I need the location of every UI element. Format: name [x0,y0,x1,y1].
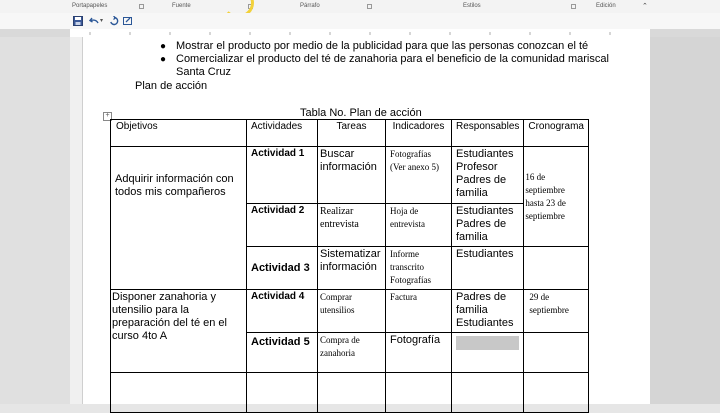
vertical-ruler[interactable] [70,37,83,404]
collapse-ribbon-icon[interactable]: ⌃ [642,3,648,10]
responsables-cell[interactable]: Padres de familia Estudiantes [452,290,524,333]
ribbon-group-styles: Estilos [463,3,481,9]
bullet-line-1[interactable]: Mostrar el producto por medio de la publicidad para que las personas conozcan el té [176,40,589,52]
objective-cell-1[interactable]: Adquirir información con todos mis compañeros [111,147,247,290]
ribbon-group-editing: Edición [596,3,616,9]
actividad-cell[interactable]: Actividad 3 [247,247,318,290]
table-row [111,290,589,333]
responsables-cell[interactable]: Estudiantes [452,247,524,290]
table-row [111,147,589,204]
selection-highlight [456,336,519,350]
table-caption[interactable]: Tabla No. Plan de acción [300,107,422,119]
empty-cell[interactable] [386,373,452,413]
empty-cell[interactable] [452,373,524,413]
left-margin-area [0,37,70,404]
tarea-cell[interactable]: Compra de zanahoria [318,333,386,373]
indicador-cell[interactable]: Informe transcrito Fotografías [386,247,452,290]
ribbon-group-clipboard: Portapapeles [72,3,108,9]
table-header-row [111,120,589,147]
section-label[interactable]: Plan de acción [135,80,208,92]
save-icon[interactable] [72,15,84,27]
cronograma-empty-cell[interactable] [524,247,589,290]
bullet-line-3[interactable]: Santa Cruz [176,66,232,78]
paragraph-launcher-icon[interactable] [367,4,372,9]
undo-dropdown-icon[interactable]: ▾ [100,18,104,24]
header-objetivos: Objetivos [111,120,247,147]
responsables-cell[interactable] [452,333,524,373]
header-indicadores: Indicadores [386,120,452,147]
cronograma-cell-1[interactable]: 16 de septiembre hasta 23 de septiembre [524,147,589,247]
actividad-cell[interactable]: Actividad 4 [247,290,318,333]
empty-cell[interactable] [111,373,247,413]
empty-cell[interactable] [247,373,318,413]
cronograma-cell-2[interactable]: 29 de septiembre [524,290,589,333]
bullet-icon: ● [160,54,167,65]
header-responsables: Responsables [452,120,524,147]
tarea-cell[interactable]: Buscar información [318,147,386,204]
header-cronograma: Cronograma [524,120,589,147]
table-move-handle-icon[interactable]: + [103,112,112,121]
touch-mode-icon[interactable] [122,15,134,27]
plan-table [110,119,589,413]
actividad-cell[interactable]: Actividad 2 [247,204,318,247]
right-margin-area [650,37,720,404]
tarea-cell[interactable]: Sistematizar información [318,247,386,290]
indicador-cell[interactable]: Hoja de entrevista [386,204,452,247]
quick-access-toolbar [0,13,720,30]
ribbon [0,0,720,14]
redo-icon[interactable] [108,15,120,27]
ribbon-group-font: Fuente [172,3,191,9]
clipboard-launcher-icon[interactable] [139,4,144,9]
responsables-cell[interactable]: Estudiantes Profesor Padres de familia [452,147,524,204]
table-row [111,373,589,413]
ribbon-group-paragraph: Párrafo [300,3,320,9]
empty-cell[interactable] [318,373,386,413]
actividad-cell[interactable]: Actividad 1 [247,147,318,204]
tarea-cell[interactable]: Comprar utensilios [318,290,386,333]
header-actividades: Actividades [247,120,318,147]
styles-launcher-icon[interactable] [571,4,576,9]
objective-cell-2[interactable]: Disponer zanahoria y utensilio para la preparación del té en el curso 4to A [111,290,247,373]
indicador-cell[interactable]: Fotografías (Ver anexo 5) [386,147,452,204]
cronograma-empty-cell[interactable] [524,333,589,373]
actividad-cell[interactable]: Actividad 5 [247,333,318,373]
bullet-icon: ● [160,41,167,52]
empty-cell[interactable] [524,373,589,413]
header-tareas: Tareas [318,120,386,147]
indicador-cell[interactable]: Fotografía [386,333,452,373]
bullet-line-2[interactable]: Comercializar el producto del té de zanahoria para el beneficio de la comunidad mariscal [176,53,609,65]
responsables-cell[interactable]: Estudiantes Padres de familia [452,204,524,247]
tarea-cell[interactable]: Realizar entrevista [318,204,386,247]
undo-icon[interactable] [88,15,100,27]
indicador-cell[interactable]: Factura [386,290,452,333]
